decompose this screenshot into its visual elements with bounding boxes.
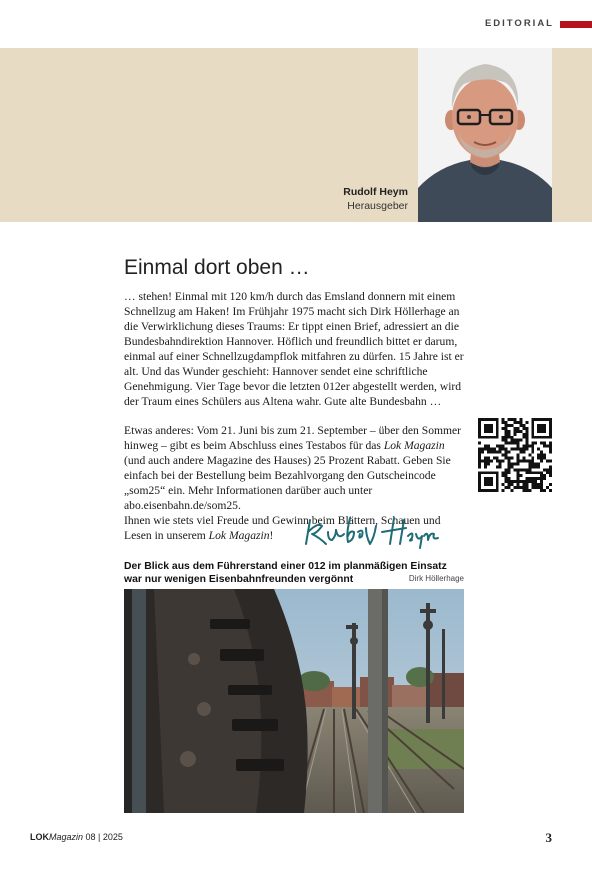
- article-paragraph: … stehen! Einmal mit 120 km/h durch das Emsland donnern mit einem Schnellzug am Haken! Im Frühjahr 1975 macht sich Dirk Höllerhage an die Verwirklichung dieses Traums: Er tippt einen Brief, adressiert an die Bundesbahndirektion Hannover. Höflich und freundlich bittet er darum, einmal auf einer Schnellzugdampflok mitfahren zu dürfen. 15 Jahre ist er alt. Und das Wunder geschieht: Hannover sendet eine schriftliche Genehmigung. Vier Tage bevor die letzten 012er abgestellt werden, wird der Traum eines Schülers aus Altena wahr. Gute alte Bundesbahn …: [124, 290, 464, 408]
- author-portrait: [418, 48, 552, 222]
- footer-publication: LOKMagazin 08 | 2025: [30, 832, 123, 842]
- photo-credit: Dirk Höllerhage: [408, 574, 464, 583]
- footer-issue: 08 | 2025: [83, 832, 123, 842]
- page-number: 3: [545, 830, 552, 845]
- article-paragraph: Etwas anderes: Vom 21. Juni bis zum 21. September – über den Sommer hinweg – gibt es beim Abschluss eines Testabos für das Lok Magazin (und auch andere Magazine des Hauses) 25 Prozent Rabatt. Geben Sie einfach bei der Bestellung beim Bezahlvorgang den Gutscheincode „som25“ ein. Mehr Informationen darüber auch unter abo.eisenbahn.de/som25. Ihnen wie stets viel Freude und Gewinn beim Blättern, Schauen und Lesen in unserem Lok Magazin!: [124, 424, 462, 542]
- author-signature: [302, 514, 444, 550]
- author-name: Rudolf Heym: [343, 186, 408, 198]
- magazine-name: Lok Magazin: [383, 439, 445, 452]
- magazine-name: Lok Magazin: [208, 529, 270, 542]
- author-role: Herausgeber: [347, 200, 408, 212]
- section-accent-bar: [560, 21, 592, 28]
- section-label: EDITORIAL: [484, 18, 554, 29]
- article-body: [124, 289, 464, 543]
- article-title: Einmal dort oben …: [124, 256, 310, 279]
- locomotive-photo: [124, 589, 464, 813]
- photo-caption: Der Blick aus dem Führerstand einer 012 im planmäßigen Einsatz war nur wenigen Eisenbahnfreunden vergönnt: [124, 561, 447, 585]
- qr-code[interactable]: [478, 418, 552, 492]
- footer-magazine-name: Magazin: [49, 832, 84, 842]
